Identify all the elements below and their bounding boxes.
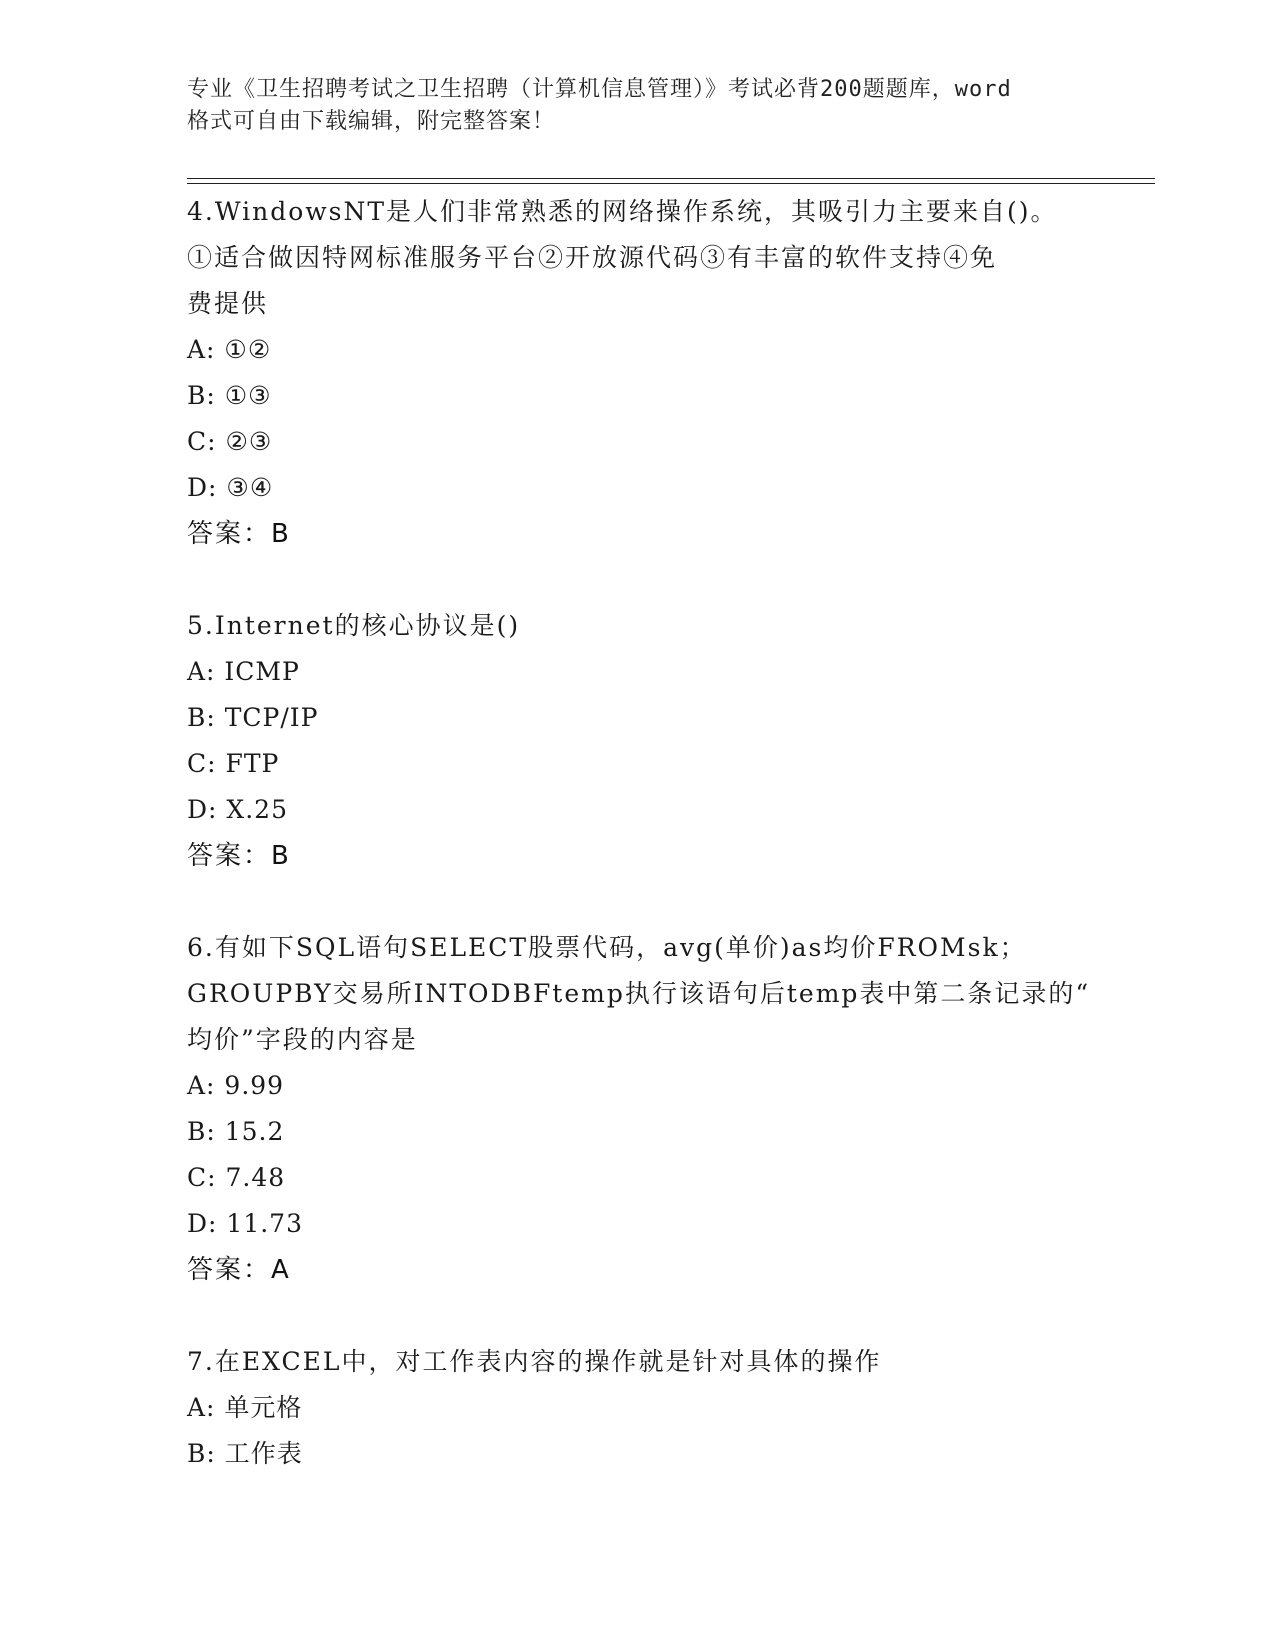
question-text-line: 6.有如下SQL语句SELECT股票代码，avg(单价)as均价FROMsk； xyxy=(187,933,1027,962)
question-text-line: 费提供 xyxy=(187,289,269,318)
header-line-2: 格式可自由下载编辑，附完整答案！ xyxy=(187,109,556,134)
header-divider-bottom xyxy=(187,183,1155,184)
option-c: C: FTP xyxy=(187,749,280,778)
question-item xyxy=(187,603,1087,879)
question-text-line: 5.Internet的核心协议是() xyxy=(187,611,521,640)
question-text-line: GROUPBY交易所INTODBFtemp执行该语句后temp表中第二条记录的“ xyxy=(187,979,1091,1008)
question-text-line: 均价”字段的内容是 xyxy=(187,1025,418,1054)
header-line-1: 专业《卫生招聘考试之卫生招聘（计算机信息管理）》考试必背200题题库，word xyxy=(187,77,1012,102)
answer-label: 答案：A xyxy=(187,1255,291,1285)
question-text xyxy=(187,925,1091,1063)
option-a: A: 单元格 xyxy=(187,1393,303,1422)
option-c: C: 7.48 xyxy=(187,1163,286,1192)
option-a: A: ①② xyxy=(187,335,272,364)
question-item xyxy=(187,189,1087,557)
question-item xyxy=(187,1339,1087,1477)
question-text-line: 7.在EXCEL中，对工作表内容的操作就是针对具体的操作 xyxy=(187,1347,882,1376)
option-b: B: 工作表 xyxy=(187,1439,303,1468)
question-text xyxy=(187,603,1087,649)
option-d: D: ③④ xyxy=(187,473,274,502)
question-spacer xyxy=(187,1293,1087,1339)
option-c: C: ②③ xyxy=(187,427,273,456)
question-text-line: ①适合做因特网标准服务平台②开放源代码③有丰富的软件支持④免 xyxy=(187,243,998,272)
option-a: A: ICMP xyxy=(187,657,300,686)
question-list xyxy=(187,189,1091,1477)
answer-label: 答案：B xyxy=(187,519,291,549)
answer-label: 答案：B xyxy=(187,841,291,871)
question-spacer xyxy=(187,557,1087,603)
option-b: B: TCP/IP xyxy=(187,703,319,732)
option-d: D: X.25 xyxy=(187,795,288,824)
question-item xyxy=(187,925,1091,1293)
question-text xyxy=(187,189,1087,327)
question-spacer xyxy=(187,879,1087,925)
option-b: B: ①③ xyxy=(187,381,272,410)
option-b: B: 15.2 xyxy=(187,1117,285,1146)
document-header xyxy=(187,74,1087,138)
option-a: A: 9.99 xyxy=(187,1071,285,1100)
question-text xyxy=(187,1339,1087,1385)
option-d: D: 11.73 xyxy=(187,1209,303,1238)
question-text-line: 4.WindowsNT是人们非常熟悉的网络操作系统，其吸引力主要来自()。 xyxy=(187,197,1058,226)
header-divider-top xyxy=(187,178,1155,179)
